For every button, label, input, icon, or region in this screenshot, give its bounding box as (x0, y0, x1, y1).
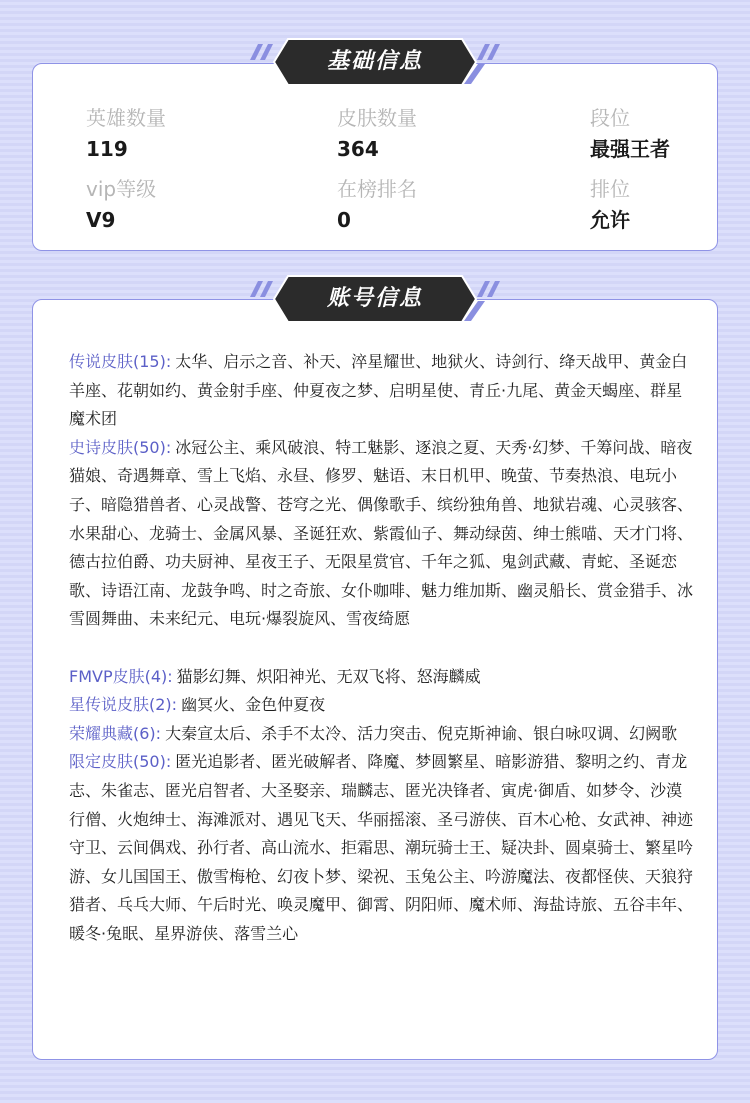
leaderboard-rank-label: 在榜排名 (337, 177, 417, 201)
leaderboard-rank-value: 0 (337, 208, 351, 232)
rank-tier-label: 段位 (590, 106, 630, 130)
skin-category-glory-collection: 荣耀典藏(6): 大秦宣太后、杀手不太冷、活力突击、倪克斯神谕、银白咏叹调、幻阙歌 (69, 723, 678, 743)
basic-info-banner (248, 38, 502, 86)
skin-category-name: 史诗皮肤(50) (69, 437, 166, 457)
basic-info-card (32, 63, 718, 251)
skin-count-field (337, 104, 417, 163)
account-info-card (32, 299, 718, 1060)
skin-list-spacer (69, 634, 693, 663)
account-info-banner (248, 275, 502, 323)
skin-category-items: 冰冠公主、乘风破浪、特工魅影、逐浪之夏、天秀·幻梦、千筹问战、暗夜猫娘、奇遇舞章、雪上飞焰、永昼、修罗、魅语、末日机甲、晚萤、节奏热浪、电玩小子、暗隐猎兽者、心灵战警、苍穹之光、偶像歌手、缤纷独角兽、地狱岩魂、心灵骇客、水果甜心、龙骑士、金属风暴、圣诞狂欢、紫霞仙子、舞动绿茵、绅士熊喵、天才门将、德古拉伯爵、功夫厨神、星夜王子、无限星赏官、千年之狐、鬼剑武藏、青蛇、圣诞恋歌、诗语江南、龙鼓争鸣、时之奇旅、女仆咖啡、魅力维加斯、幽灵船长、赏金猎手、冰雪圆舞曲、未来纪元、电玩·爆裂旋风、雪夜绮愿 (69, 437, 694, 629)
skin-category-name: 荣耀典藏(6) (69, 723, 156, 743)
skin-category-name: FMVP皮肤(4) (69, 666, 168, 686)
skin-category-star-legend: 星传说皮肤(2): 幽冥火、金色仲夏夜 (69, 695, 326, 715)
skin-list (69, 348, 693, 948)
vip-level-value: V9 (86, 208, 116, 232)
skin-category-items: 匿光追影者、匿光破解者、降魔、梦圆繁星、暗影游猎、黎明之约、青龙志、朱雀志、匿光启智者、大圣娶亲、瑞麟志、匿光决锋者、寅虎·御盾、如梦令、沙漠行僧、火炮绅士、海滩派对、遇见飞天、华丽摇滚、圣弓游侠、百木心枪、女武神、神迹守卫、云间偶戏、孙行者、高山流水、拒霜思、潮玩骑士王、疑决卦、圆桌骑士、繁星吟游、女儿国国王、傲雪梅枪、幻夜卜梦、梁祝、玉兔公主、吟游魔法、夜都怪侠、天狼狩猎者、乓乓大师、午后时光、唤灵魔甲、御霄、阴阳师、魔术师、海盐诗旅、五谷丰年、暖冬·兔眠、星界游侠、落雪兰心 (69, 752, 694, 943)
skin-category-name: 星传说皮肤(2) (69, 695, 172, 715)
leaderboard-rank-field (337, 175, 417, 234)
ranked-mode-value: 允许 (590, 208, 630, 232)
rank-tier-field (590, 104, 670, 163)
vip-level-field (86, 175, 156, 234)
skin-category-epic: 史诗皮肤(50): 冰冠公主、乘风破浪、特工魅影、逐浪之夏、天秀·幻梦、千筹问战、暗夜猫娘、奇遇舞章、雪上飞焰、永昼、修罗、魅语、末日机甲、晚萤、节奏热浪、电玩小子、暗隐猎兽者、心灵战警、苍穹之光、偶像歌手、缤纷独角兽、地狱岩魂、心灵骇客、水果甜心、龙骑士、金属风暴、圣诞狂欢、紫霞仙子、舞动绿茵、绅士熊喵、天才门将、德古拉伯爵、功夫厨神、星夜王子、无限星赏官、千年之狐、鬼剑武藏、青蛇、圣诞恋歌、诗语江南、龙鼓争鸣、时之奇旅、女仆咖啡、魅力维加斯、幽灵船长、赏金猎手、冰雪圆舞曲、未来纪元、电玩·爆裂旋风、雪夜绮愿 (69, 437, 694, 629)
skin-category-items: 大秦宣太后、杀手不太冷、活力突击、倪克斯神谕、银白咏叹调、幻阙歌 (165, 723, 678, 743)
skin-category-legend: 传说皮肤(15): 太华、启示之音、补天、淬星耀世、地狱火、诗剑行、绛天战甲、黄金白羊座、花朝如约、黄金射手座、仲夏夜之梦、启明星使、青丘·九尾、黄金天蝎座、群星魔术团 (69, 352, 688, 429)
skin-category-name: 限定皮肤(50) (69, 752, 166, 772)
skin-count-label: 皮肤数量 (337, 106, 417, 130)
basic-info-title: 基础信息 (326, 49, 423, 74)
skin-category-items: 猫影幻舞、炽阳神光、无双飞将、怒海麟威 (176, 666, 481, 686)
rank-tier-value: 最强王者 (590, 137, 670, 161)
skin-category-items: 幽冥火、金色仲夏夜 (181, 695, 326, 715)
skin-category-name: 传说皮肤(15) (69, 352, 166, 371)
vip-level-label: vip等级 (86, 177, 157, 201)
account-info-title: 账号信息 (326, 286, 423, 311)
hero-count-label: 英雄数量 (86, 106, 166, 130)
skin-category-fmvp: FMVP皮肤(4): 猫影幻舞、炽阳神光、无双飞将、怒海麟威 (69, 666, 481, 686)
skin-category-items: 太华、启示之音、补天、淬星耀世、地狱火、诗剑行、绛天战甲、黄金白羊座、花朝如约、黄金射手座、仲夏夜之梦、启明星使、青丘·九尾、黄金天蝎座、群星魔术团 (69, 352, 688, 429)
skin-category-limited: 限定皮肤(50): 匿光追影者、匿光破解者、降魔、梦圆繁星、暗影游猎、黎明之约、青龙志、朱雀志、匿光启智者、大圣娶亲、瑞麟志、匿光决锋者、寅虎·御盾、如梦令、沙漠行僧、火炮绅士、海滩派对、遇见飞天、华丽摇滚、圣弓游侠、百木心枪、女武神、神迹守卫、云间偶戏、孙行者、高山流水、拒霜思、潮玩骑士王、疑决卦、圆桌骑士、繁星吟游、女儿国国王、傲雪梅枪、幻夜卜梦、梁祝、玉兔公主、吟游魔法、夜都怪侠、天狼狩猎者、乓乓大师、午后时光、唤灵魔甲、御霄、阴阳师、魔术师、海盐诗旅、五谷丰年、暖冬·兔眠、星界游侠、落雪兰心 (69, 752, 694, 943)
hero-count-field (86, 104, 166, 163)
ranked-mode-field (590, 175, 630, 234)
ranked-mode-label: 排位 (590, 177, 630, 201)
skin-count-value: 364 (337, 137, 379, 161)
hero-count-value: 119 (86, 137, 128, 161)
